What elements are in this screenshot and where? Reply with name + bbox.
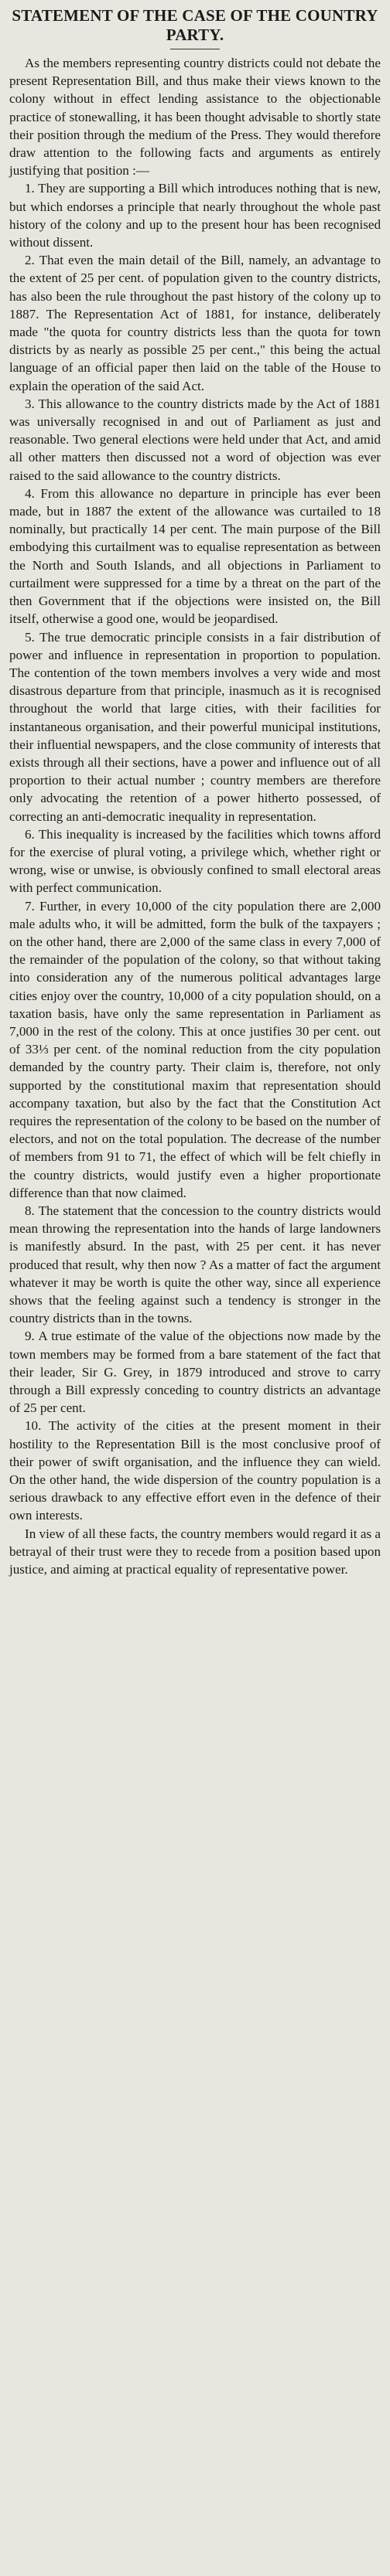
point-9-paragraph: 9. A true estimate of the value of the objections now made by the town members may be formed from a bare statement of the fact that their leader, Sir G. Grey, in 1879 introduced and strove to carry through a Bill expressly conceding to country districts an advantage of 25 per cent. (9, 1329, 381, 1416)
article-body (9, 54, 381, 1578)
point-6-paragraph: 6. This inequality is increased by the facilities which towns afford for the exercise of plural voting, a privilege which, whether right or wrong, wise or unwise, is obviously confined to small electoral areas with perfect communication. (9, 826, 381, 896)
closing-paragraph: In view of all these facts, the country members would regard it as a betrayal of their trust were they to recede from a position based upon justice, and aiming at practical equality of representative power. (9, 1526, 381, 1577)
point-2-paragraph: 2. That even the main detail of the Bill, namely, an advantage to the extent of 25 per cent. of population given to the country districts, has also been the rule throughout the past history of the colony up to 1887. The Representation Act of 1881, for instance, deliberately made "the quota for country districts less than the quota for town districts by as nearly as possible 25 per cent.," this being the actual language of an official paper then laid on the table of the House to explain the operation of the said Act. (9, 253, 381, 393)
point-7-paragraph: 7. Further, in every 10,000 of the city population there are 2,000 male adults who, it will be admitted, form the bulk of the taxpayers ; on the other hand, there are 2,000 of the same class in every 7,000 of the remainder of the population of the colony, so that without taking into consideration any of the numerous political advantages large cities enjoy over the country, 10,000 of a city population should, on a taxation basis, have only the same representation in Parliament as 7,000 in the rest of the colony. This at once justifies 30 per cent. out of 33⅓ per cent. of the nominal reduction from the city population demanded by the country party. Their claim is, therefore, not only supported by the constitutional maxim that representation should accompany taxation, but also by the fact that the Constitution Act requires the representation of the colony to be based on the number of electors, and not on the total population. The decrease of the number of members from 91 to 71, the effect of which will be felt chiefly in the country districts, would justify even a higher proportionate difference than that now claimed. (9, 898, 381, 1200)
point-1-paragraph: 1. They are supporting a Bill which introduces nothing that is new, but which endorses a principle that nearly throughout the whole past history of the colony and up to the present hour has been recognised without dissent. (9, 181, 381, 250)
point-8-paragraph: 8. The statement that the concession to the country districts would mean throwing the representation into the hands of large landowners is manifestly absurd. In the past, with 25 per cent. it has never produced that result, why then now ? As a matter of fact the argument whatever it may be worth is quite the other way, since all experience shows that the feeling against such a tendency is stronger in the country districts than in the towns. (9, 1203, 381, 1326)
point-4-paragraph: 4. From this allowance no departure in principle has ever been made, but in 1887 the extent of the allowance was curtailed to 18 nominally, but practically 14 per cent. The main purpose of the Bill embodying this curtailment was to equalise representation as between the North and South Islands, and all objections in Parliament to curtailment were suppressed for a time by a threat on the part of the then Government that if the objections were insisted on, the Bill itself, otherwise a good one, would be jeopardised. (9, 485, 381, 627)
point-3-paragraph: 3. This allowance to the country districts made by the Act of 1881 was universally recognised in and out of Parliament as just and reasonable. Two general elections were held under that Act, and amid all other matters then discussed not a word of objection was ever raised to the said allowance to the country districts. (9, 396, 381, 483)
article-headline: STATEMENT OF THE CASE OF THE COUNTRY PARTY. (12, 6, 378, 44)
intro-paragraph: As the members representing country districts could not debate the present Representation Bill, and thus make their views known to the colony without in effect lending assistance to the objectionable practice of stonewalling, it has been thought advisable to shortly state their position through the medium of the Press. They would therefore draw attention to the following facts and arguments as entirely justifying that position :— (9, 56, 381, 179)
point-10-paragraph: 10. The activity of the cities at the present moment in their hostility to the Representation Bill is the most conclusive proof of their power of swift organisation, and the influence they can wield. On the other hand, the wide dispersion of the country population is a serious drawback to any effective effort even in the defence of their own interests. (9, 1418, 381, 1523)
point-5-paragraph: 5. The true democratic principle consists in a fair distribution of power and influence in representation in proportion to population. The contention of the town members involves a very wide and most disastrous departure from that principle, inasmuch as it is recognised throughout the world that large cities, with their facilities for instantaneous organisation, and their powerful municipal institutions, their influential newspapers, and the close community of interests that exists through all their sections, have a power and influence out of all proportion to their actual number ; country members are therefore only advocating the retention of a power hitherto possessed, of correcting an anti-democratic inequality in representation. (9, 629, 381, 824)
